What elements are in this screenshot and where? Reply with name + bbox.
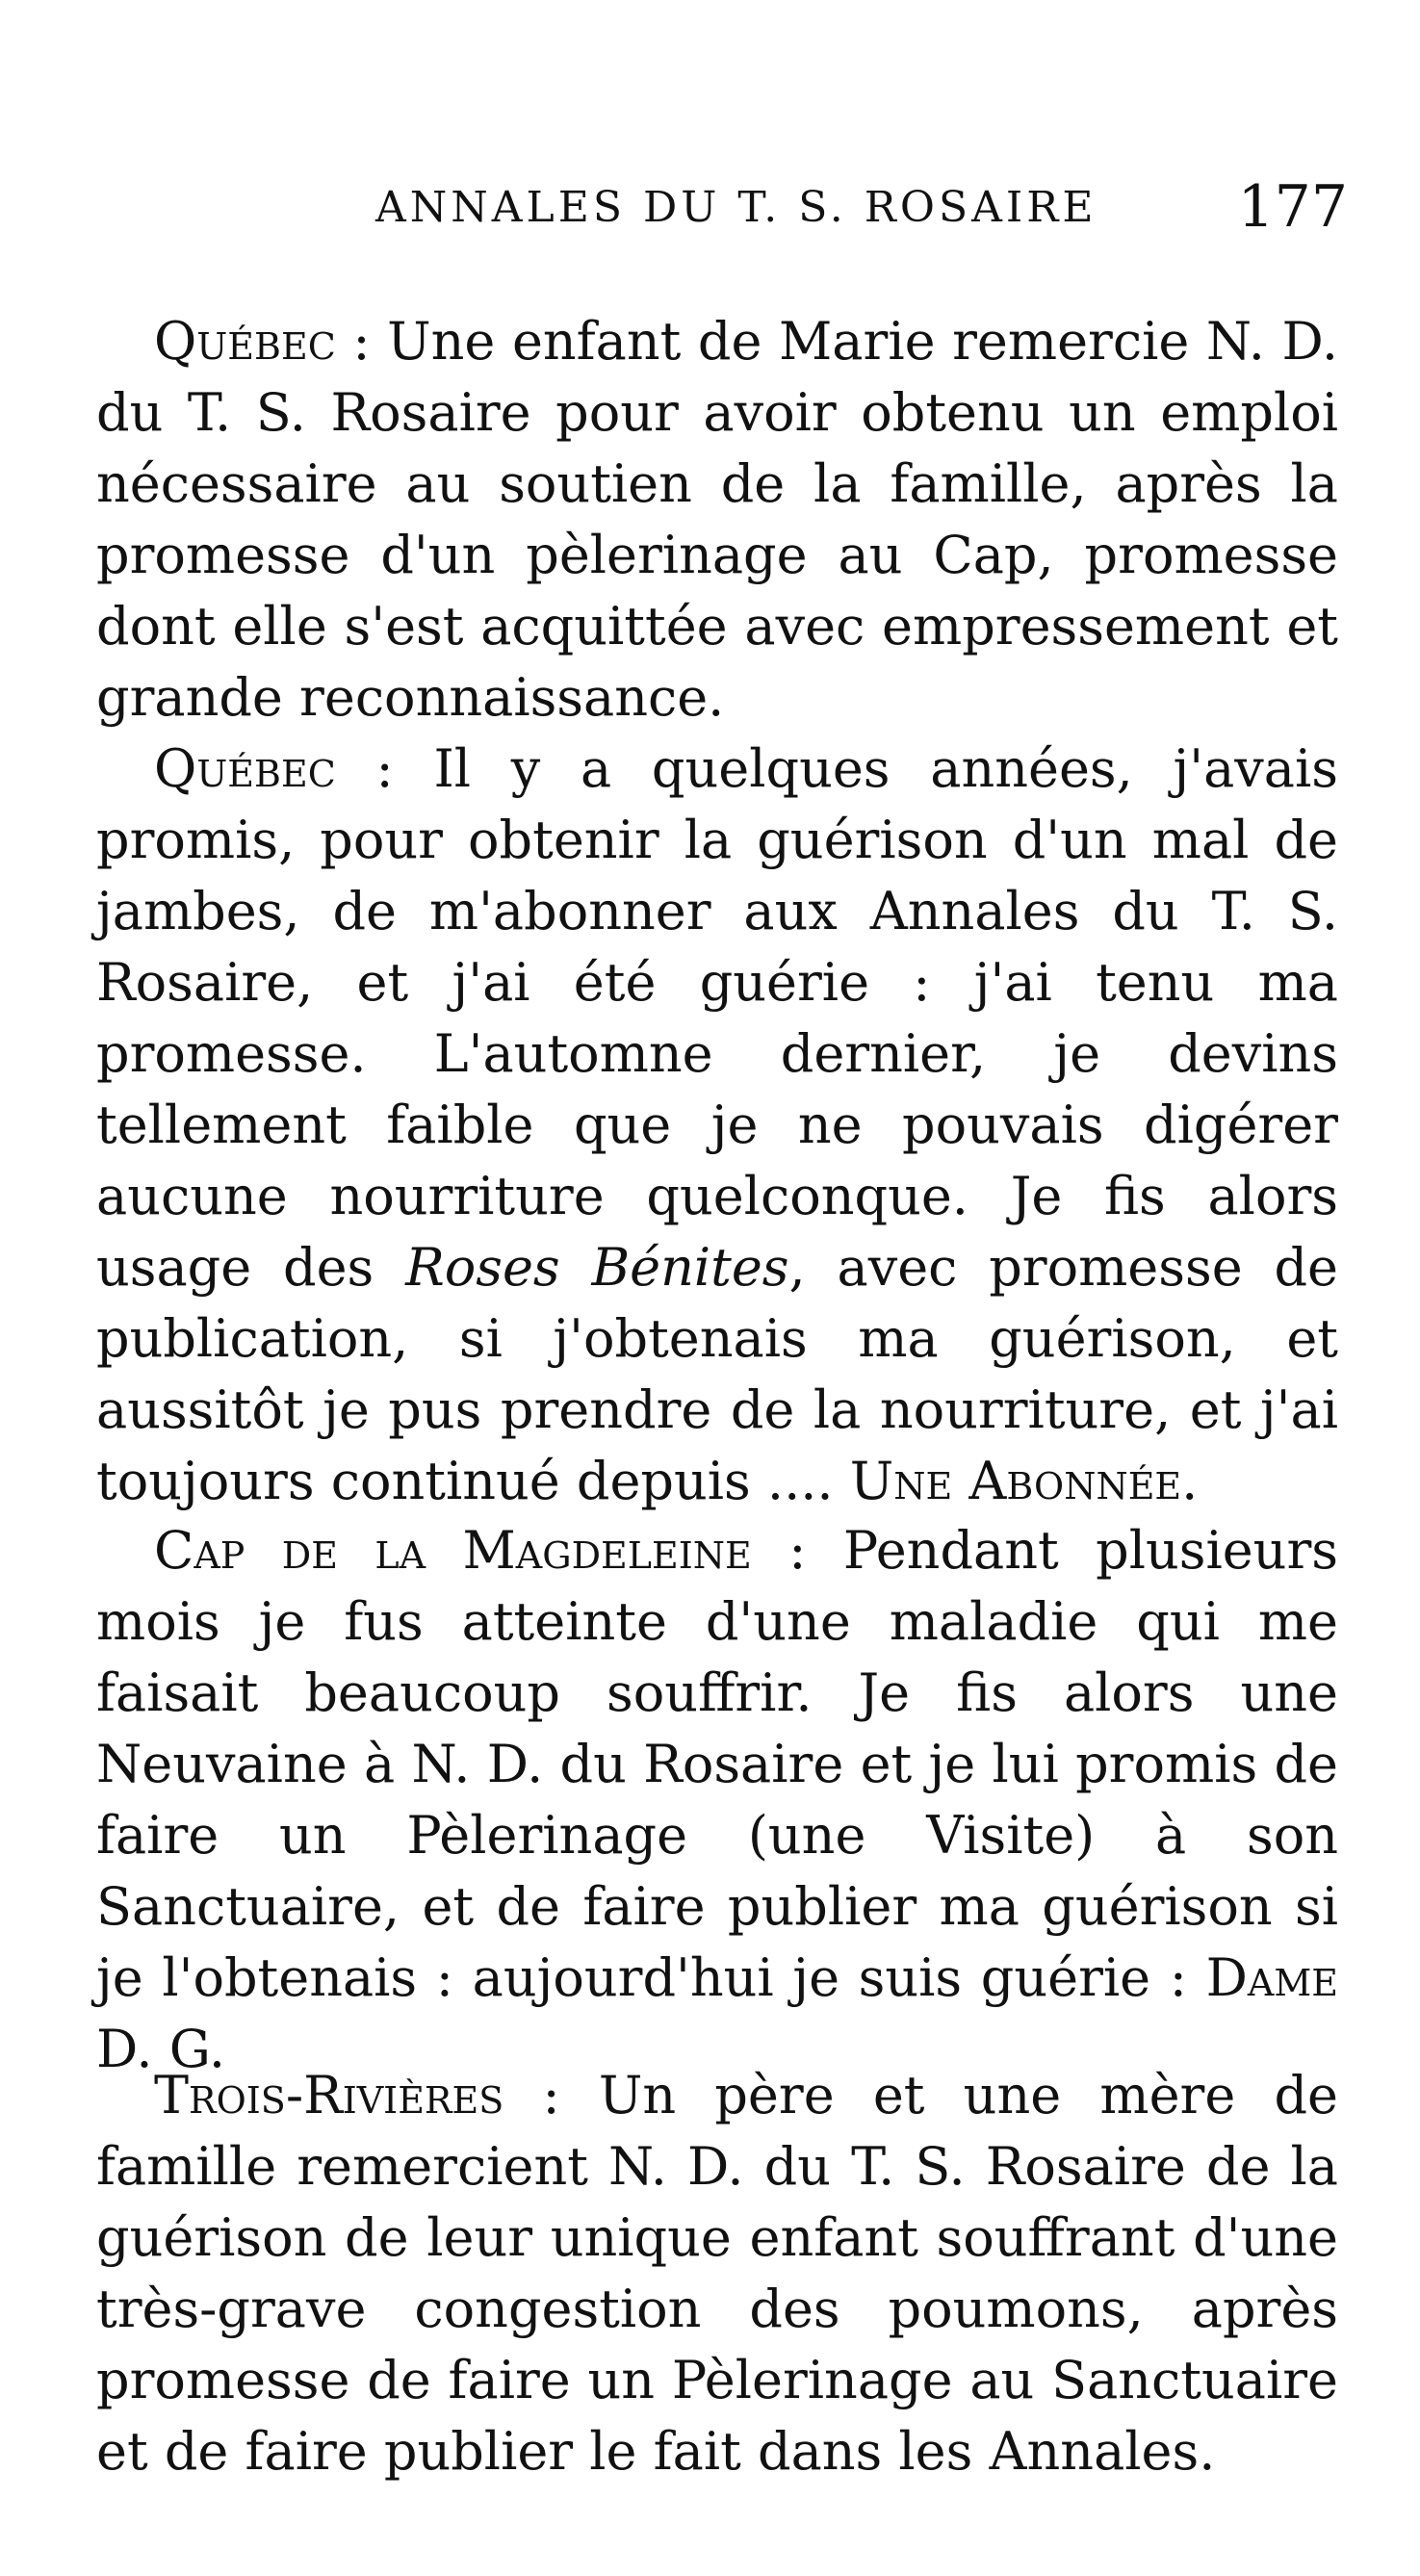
entry-separator: :: [335, 311, 388, 372]
entry-trois-rivieres: [96, 2060, 1338, 2487]
entry-text: Pendant plusieurs mois je fus atteinte d'une maladie qui me faisait beaucoup souffrir. Je fis alors une Neuvaine à N. D. du Rosaire et je lui promis de faire un Pèlerinage (une Visite) à son Sanctuaire, et de faire publier ma guérison si je l'obtenais : aujourd'hui je suis guérie :: [96, 1520, 1338, 2008]
page-number: 177: [1237, 173, 1348, 241]
entry-emphasis: Roses Bénites: [405, 1237, 789, 1298]
entry-place: Québec: [154, 311, 336, 372]
entry-quebec-1: [96, 306, 1338, 734]
running-title: ANNALES DU T. S. ROSAIRE: [375, 183, 1097, 232]
entry-place: Québec: [154, 738, 336, 799]
entry-separator: :: [751, 1520, 843, 1581]
entry-place: Trois-Rivières: [154, 2065, 504, 2125]
entry-signature: Dame D. G.: [96, 1947, 1339, 2079]
entry-separator: :: [335, 738, 434, 799]
entry-separator: :: [503, 2065, 599, 2125]
entry-text: Un père et une mère de famille remercient N. D. du T. S. Rosaire de la guérison de leur unique enfant souffrant d'une très-grave congestion des poumons, après promesse de faire un Pèlerinage au Sanctuaire et de faire publier le fait dans les Annales.: [96, 2065, 1338, 2482]
entry-text: Une enfant de Marie remercie N. D. du T. S. Rosaire pour avoir obtenu un emploi nécessaire au soutien de la famille, après la promesse d'un pèlerinage au Cap, promesse dont elle s'est acquittée avec empressement et grande reconnaissance.: [96, 311, 1338, 728]
entry-text: Il y a quelques années, j'avais promis, pour obtenir la guérison d'un mal de jambes, de m'abonner aux Annales du T. S. Rosaire, et j'ai été guérie : j'ai tenu ma promesse. L'automne dernier, je devins tellement faible que je ne pouvais digérer aucune nourriture quelconque. Je fis alors usage des: [96, 738, 1338, 1298]
page-header: [375, 173, 1348, 250]
entry-quebec-2: [96, 734, 1338, 1517]
entry-signature: Une Abonnée.: [849, 1451, 1199, 1511]
entry-text-continued: , avec promesse de publication, si j'obtenais ma guérison, et aussitôt je pus prendre de la nourriture, et j'ai toujours continué depuis ....: [96, 1237, 1338, 1511]
entry-place: Cap de la Magdeleine: [154, 1520, 752, 1581]
entry-cap-de-la-magdeleine: [96, 1515, 1338, 2085]
